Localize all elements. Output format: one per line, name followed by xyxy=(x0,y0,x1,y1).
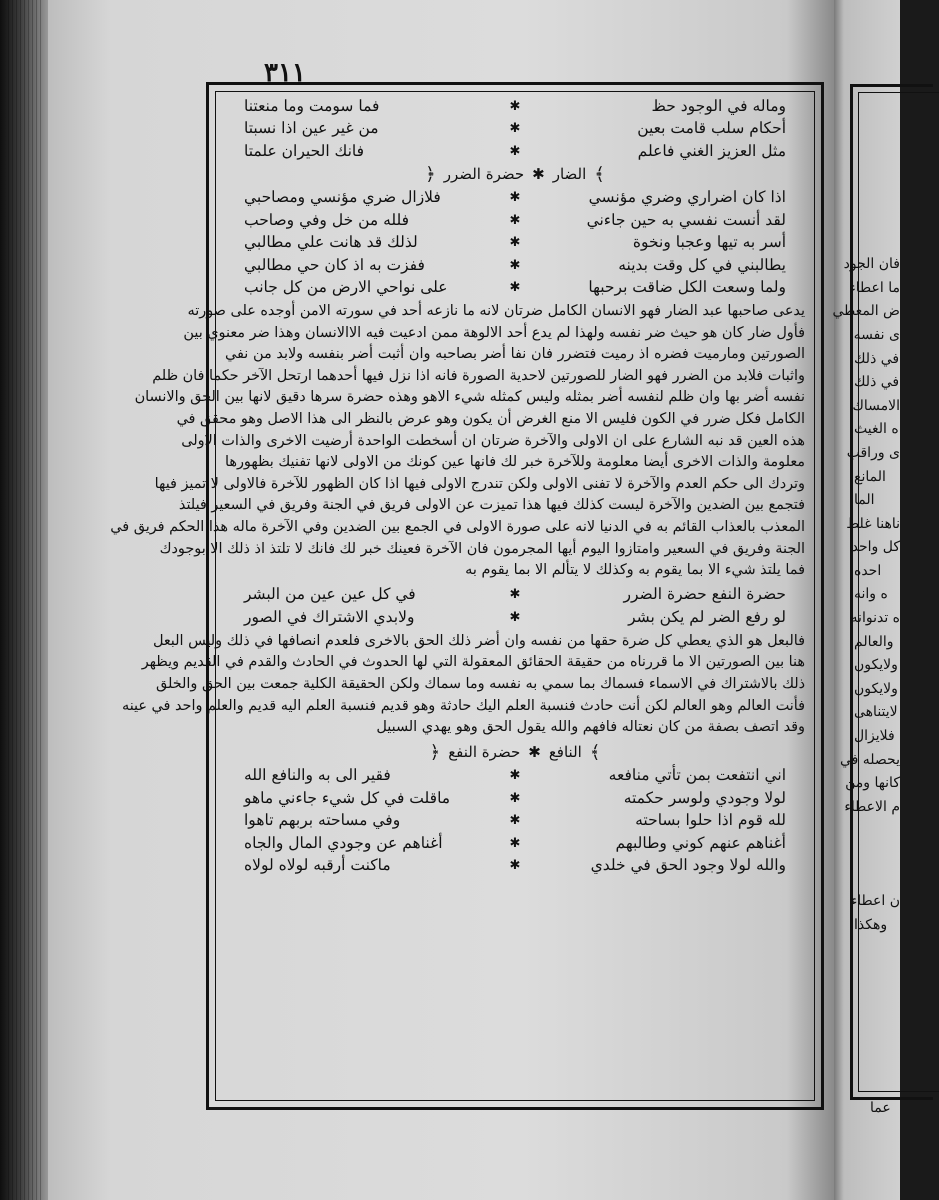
verse-line xyxy=(223,254,807,277)
ornament-bracket: ﴾ xyxy=(589,741,601,763)
facing-page-line: م الاعطاء xyxy=(844,798,900,815)
text-frame xyxy=(110,82,824,1110)
prose-line: يدعى صاحبها عبد الضار فهو الانسان الكامل ضرتان لانه ما نازعه أحد في سورته الامن أوجده على صورته xyxy=(187,303,805,319)
prose-line: واثبات فلابد من الضرر فهو الضار للصورتين لاحدية الصورة فانه اذا نزل فيها أحدهما ارتحل الآخر حكما فان ظلم xyxy=(152,367,805,384)
verse-separator-star: ✱ xyxy=(509,98,521,114)
verse-line xyxy=(223,765,807,788)
prose-line: ذلك بالاشتراك في الاسماء فسماك بما سمي به نفسه وما سماك ولكن الحقيقة الكلية جمعت بين الحق والخلق xyxy=(155,675,805,692)
verse-first-hemistich: لولا وجودي ولوسر حكمته xyxy=(623,788,786,807)
book-spine-left-edge xyxy=(0,0,48,1200)
prose-paragraph xyxy=(110,301,807,582)
verse-first-hemistich: يطالبني في كل وقت بدينه xyxy=(618,255,786,274)
facing-page-line: يحصله في xyxy=(839,751,900,768)
page-text xyxy=(110,95,807,1099)
facing-page-line: والعالم xyxy=(854,633,894,650)
verse-line xyxy=(223,187,807,210)
verse-separator-star: ✱ xyxy=(509,858,521,874)
facing-page-line: وهكذا xyxy=(854,916,888,933)
verse-second-hemistich: فانك الحيران علمتا xyxy=(244,141,365,160)
facing-page-footer: عما xyxy=(870,1100,891,1116)
facing-page-text xyxy=(832,88,900,937)
facing-page-line: في ذلك xyxy=(854,374,900,391)
facing-page-edge xyxy=(834,0,900,1200)
verse-second-hemistich: ماقلت في كل شيء جاءني ماهو xyxy=(244,788,451,807)
verse-second-hemistich: في كل عين عين من البشر xyxy=(244,585,416,604)
verse-second-hemistich: لذلك قد هانت علي مطالبي xyxy=(244,233,418,251)
verse-first-hemistich: أسر به تيها وعجبا ونخوة xyxy=(632,233,786,251)
prose-line: المعذب بالعذاب القائم به في الدنيا لانه على صورة الاولى في الجمع بين الضدين وفي الآخرة ماله هذا الحكم فريق في xyxy=(110,518,805,535)
section-heading xyxy=(223,163,807,187)
verse-second-hemistich: ماكنت أرقبه لولاه لولاه xyxy=(244,856,391,875)
verse-separator-star: ✱ xyxy=(509,813,521,829)
facing-page-line: في ذلك xyxy=(854,350,900,367)
verse-first-hemistich: اذا كان اضراري وضري مؤنسي xyxy=(588,188,786,206)
verse-first-hemistich: وماله في الوجود حظ xyxy=(651,96,786,115)
verse-line xyxy=(223,118,807,141)
verse-first-hemistich: مثل العزيز الغني فاعلم xyxy=(637,141,786,160)
verse-line xyxy=(223,584,807,607)
prose-line: وقد اتصف بصفة من كان نعتاله فافهم والله يقول الحق وهو يهدي السبيل xyxy=(376,719,805,736)
verse-first-hemistich: لقد أنست نفسي به حين جاءني xyxy=(586,210,786,229)
verse-second-hemistich: فما سومت وما منعتنا xyxy=(244,96,380,115)
prose-line: وتردك الى حكم العدم والآخرة لا تفنى الاولى ولكن تندرج الاولى فيها اذا كان الظهور للآخرة فالاولى لا تميز فيها xyxy=(154,475,805,492)
verse-separator-star: ✱ xyxy=(509,587,521,603)
verse-line xyxy=(223,810,807,833)
page-edges xyxy=(8,0,42,1200)
verse-first-hemistich: أغناهم عنهم كوني وطالبهم xyxy=(615,833,786,852)
prose-line: معلومة والذات الاخرى أيضا معلومة وللآخرة خبر لك فانها عين كونك من الاولى لانها تفنيك بظهورها xyxy=(225,454,805,471)
verse-line xyxy=(223,95,807,118)
facing-page-line xyxy=(854,867,900,891)
facing-page-line: ى نفسه xyxy=(853,326,900,343)
prose-paragraph xyxy=(121,631,807,739)
verse-first-hemistich: أحكام سلب قامت بعين xyxy=(637,119,786,137)
verse-second-hemistich: على نواحي الارض من كل جانب xyxy=(244,278,448,296)
facing-page-line xyxy=(854,135,900,159)
facing-page-line: ولايكون xyxy=(854,680,898,697)
verse-separator-star: ✱ xyxy=(509,121,521,137)
verse-separator-star: ✱ xyxy=(509,190,521,206)
ornament-bracket: ﴾ xyxy=(594,163,605,185)
heading-name: الضار xyxy=(552,165,587,183)
facing-page-line: كل واحد xyxy=(851,539,900,556)
prose-line: فأول ضار كان هو حيث ضر نفسه ولهذا لم يدع أحد الالوهة ممن ادعيت فيه الاالانسان وهذا ضر معنوي بين xyxy=(183,324,805,341)
verse-first-hemistich: والله لولا وجود الحق في خلدي xyxy=(590,856,786,875)
heading-presence: حضرة الضرر xyxy=(443,165,525,183)
heading-presence: حضرة النفع xyxy=(448,743,521,762)
facing-page-line: ض المعطي xyxy=(832,303,900,320)
heading-name: النافع xyxy=(548,743,582,762)
verse-second-hemistich: فقير الى به والنافع الله xyxy=(244,766,391,785)
facing-page-line: ناهنا غلط xyxy=(846,515,900,532)
facing-page-line: المانع xyxy=(854,468,886,485)
page-number: ٣١١ xyxy=(264,58,306,88)
verse-first-hemistich: لو رفع الضر لم يكن بشر xyxy=(628,607,786,626)
ornament-bracket: ﴿ xyxy=(429,741,441,763)
heading-star: ✱ xyxy=(528,743,541,762)
facing-page-line: ه وانه xyxy=(854,586,888,603)
facing-page-line xyxy=(854,230,900,254)
verse-separator-star: ✱ xyxy=(509,143,521,159)
verse-second-hemistich: أغناهم عن وجودي المال والجاه xyxy=(244,833,443,852)
verse-line xyxy=(223,787,807,810)
verse-separator-star: ✱ xyxy=(509,609,521,625)
section-heading xyxy=(223,741,807,765)
facing-page-line xyxy=(854,819,900,843)
verse-separator-star: ✱ xyxy=(509,280,521,296)
facing-page-line: ه تدنوانه xyxy=(850,610,900,627)
facing-page-line: لايتناهى xyxy=(854,704,898,721)
facing-page-line: الامساك xyxy=(852,397,900,414)
verse-first-hemistich: اني انتفعت بمن تأتي منافعه xyxy=(608,766,786,785)
prose-line: الصورتين ومارميت فضره اذ رميت فتضرر فان نفا أضر بصاحبه وان أثبت أضر بنفسه ولابد من نفي xyxy=(225,346,805,363)
heading-star: ✱ xyxy=(532,165,545,183)
facing-page-line xyxy=(854,159,900,183)
prose-line: فتجمع بين الضدين والآخرة ليست كذلك فيها هذا تميزت عن الاولى فريق في الجنة وفريق في السعير فيلتذ xyxy=(178,497,805,514)
prose-line: فالبعل هو الذي يعطي كل ضرة حقها من نفسه وان أضر ذلك الحق بالاخرى فلعدم انصافها في ذلك وليس البعل xyxy=(152,632,805,649)
facing-page-line: ما اعطاء xyxy=(849,279,900,296)
prose-line: الكامل فكل ضرر في الكون فليس الا منع الغرض أن يكون وهو عرض بالنظر الى هذا الاصل وهو محقق في xyxy=(176,410,805,427)
facing-page-line: كانها ومن xyxy=(845,775,900,792)
verse-separator-star: ✱ xyxy=(509,835,521,851)
facing-page-line xyxy=(854,206,900,230)
facing-page-line xyxy=(854,843,900,867)
verse-first-hemistich: لله قوم اذا حلوا بساحته xyxy=(635,811,786,830)
verse-second-hemistich: ولابدي الاشتراك في الصور xyxy=(244,607,415,626)
book-page xyxy=(48,0,834,1200)
facing-page-line: فلايزال xyxy=(854,728,895,745)
facing-page-line: ه الغيث xyxy=(854,421,899,438)
verse-line xyxy=(223,209,807,232)
verse-line xyxy=(223,277,807,300)
verse-line xyxy=(223,232,807,255)
prose-line: هذه العين قد نبه الشارع على ان الاولى والآخرة ضرتان ان أسخطت الواحدة أرضيت الاخرى والذات الاولى xyxy=(181,432,805,449)
verse-second-hemistich: وفي مساحته بربهم تاهوا xyxy=(244,811,401,830)
verse-second-hemistich: من غير عين اذا نسبتا xyxy=(244,119,379,137)
verse-first-hemistich: حضرة النفع حضرة الضرر xyxy=(623,585,786,604)
facing-page-line: ولايكون xyxy=(854,657,898,674)
facing-page-line: ن اعطاء xyxy=(850,893,900,910)
verse-line xyxy=(223,140,807,163)
facing-page-line xyxy=(854,182,900,206)
verse-second-hemistich: ففزت به اذ كان حي مطالبي xyxy=(244,255,425,274)
facing-page-line xyxy=(854,112,900,136)
verse-separator-star: ✱ xyxy=(509,235,521,251)
facing-page-line: احده xyxy=(854,562,882,579)
prose-line: الجنة وفريق في السعير وامتازوا اليوم أيها المجرمون فان الآخرة فعينك خبر لك فانك لا تلتذ اذ ذلك الا بوجودك xyxy=(159,540,805,557)
verse-second-hemistich: فلله من خل وفي وصاحب xyxy=(244,210,410,229)
verse-separator-star: ✱ xyxy=(509,257,521,273)
verse-separator-star: ✱ xyxy=(509,212,521,228)
facing-page-line: فان الجود xyxy=(843,256,900,273)
prose-line: نفسه أضر بها وان ظلم لنفسه أضر بمثله وليس كمثله شيء الاهو وهذه حضرة سرها دقيق لانها بين الحق والانسان xyxy=(134,389,805,406)
verse-separator-star: ✱ xyxy=(509,790,521,806)
prose-line: فما يلتذ شيء الا بما يقوم به وكذلك لا يتألم الا بما يقوم به xyxy=(465,562,805,579)
verse-line xyxy=(223,832,807,855)
verse-second-hemistich: فلازال ضري مؤنسي ومصاحبي xyxy=(244,188,441,206)
facing-page-line: ى وراقب xyxy=(846,444,900,461)
verse-separator-star: ✱ xyxy=(509,768,521,784)
prose-line: هنا بين الصورتين الا ما قررناه من حقيقة الحقائق المعقولة التي لها الحدوث في الحادث والقدم في القديم ويظهر xyxy=(141,654,805,671)
facing-page-line xyxy=(854,88,900,112)
verse-line xyxy=(223,606,807,629)
ornament-bracket: ﴿ xyxy=(425,163,436,185)
verse-first-hemistich: ولما وسعت الكل ضاقت برحبها xyxy=(588,278,786,296)
verse-line xyxy=(223,855,807,878)
prose-line: فأنت العالم وهو العالم لكن أنت حادث فنسبة العلم اليك حادثة وهو قديم فنسبة العلم اليه قديم والعلم واحد في عينه xyxy=(121,697,805,714)
facing-page-line: الما xyxy=(854,492,875,509)
